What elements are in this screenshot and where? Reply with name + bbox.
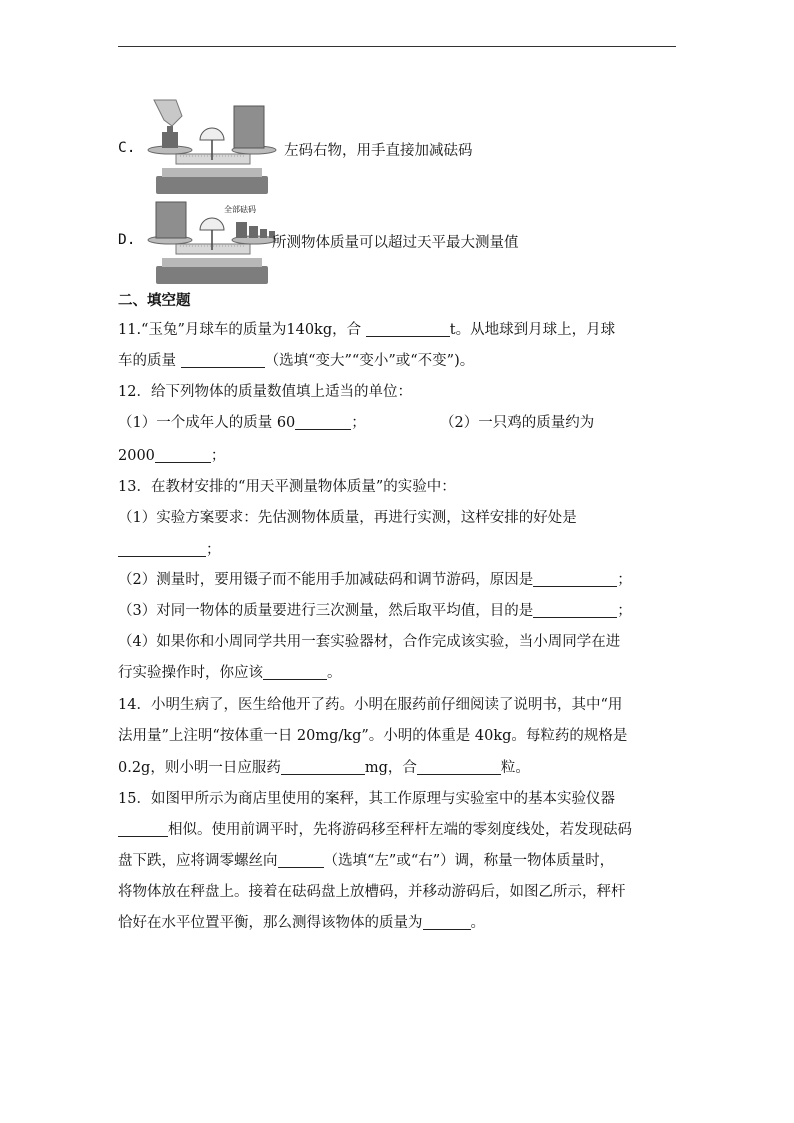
q11-line2: 车的质量 （选填“变大”“变小”或“不变”)。 bbox=[118, 353, 475, 369]
q15-line1: 15．如图甲所示为商店里使用的案秤，其工作原理与实验室中的基本实验仪器 bbox=[118, 791, 615, 807]
q12-line2: 2000 ； bbox=[118, 448, 226, 464]
q12-stem: 12．给下列物体的质量数值填上适当的单位： bbox=[118, 384, 412, 400]
header-rule bbox=[118, 46, 676, 47]
q13-part1-answer: ； bbox=[118, 540, 221, 560]
q13-part4-line2: 行实验操作时，你应该 。 bbox=[118, 665, 342, 681]
q13-stem: 13．在教材安排的“用天平测量物体质量”的实验中： bbox=[118, 479, 456, 495]
section-title: 二、填空题 bbox=[118, 293, 191, 309]
q15-blank3[interactable] bbox=[423, 914, 471, 930]
q14-blank1[interactable] bbox=[281, 759, 365, 775]
q12-line1: （1）一个成年人的质量 60 ； bbox=[118, 415, 366, 431]
q15-line2: 相似。使用前调平时，先将游码移至秤杆左端的零刻度线处，若发现砝码 bbox=[118, 820, 632, 840]
q15-line3: 盘下跌，应将调零螺丝向 （选填“左”或“右”）调，称量一物体质量时， bbox=[118, 853, 615, 869]
q14-blank2[interactable] bbox=[417, 759, 501, 775]
q13-part2: （2）测量时，要用镊子而不能用手加减砝码和调节游码，原因是 ； bbox=[118, 572, 632, 588]
q11-blank1[interactable] bbox=[366, 321, 450, 337]
q12-blank1[interactable] bbox=[295, 414, 351, 430]
balance-image-d bbox=[142, 198, 284, 290]
q11-blank2[interactable] bbox=[181, 352, 265, 368]
q11-line1: 11.“玉兔”月球车的质量为140kg，合 t。从地球到月球上，月球 bbox=[118, 322, 616, 338]
balance-image-c bbox=[142, 98, 284, 202]
q13-part3: （3）对同一物体的质量要进行三次测量，然后取平均值，目的是 ； bbox=[118, 603, 632, 619]
q15-blank2[interactable] bbox=[278, 852, 324, 868]
q12-blank2[interactable] bbox=[155, 447, 211, 463]
weights-caption: 全部砝码 bbox=[224, 205, 256, 214]
q13-blank3[interactable] bbox=[533, 602, 617, 618]
option-c-text: 左码右物，用手直接加减砝码 bbox=[284, 143, 473, 159]
q15-line5: 恰好在水平位置平衡，那么测得该物体的质量为 。 bbox=[118, 915, 485, 931]
q13-blank4[interactable] bbox=[263, 664, 327, 680]
q14-line2: 法用量”上注明“按体重一日 20mg/kg”。小明的体重是 40kg。每粒药的规格是 bbox=[118, 728, 628, 744]
q14-line3: 0.2g，则小明一日应服药 mg，合 粒。 bbox=[118, 760, 530, 776]
q13-blank2[interactable] bbox=[533, 571, 617, 587]
option-d-text: 所测物体质量可以超过天平最大测量值 bbox=[272, 235, 519, 251]
option-c-label: C. bbox=[118, 140, 136, 156]
q15-blank1[interactable] bbox=[118, 821, 168, 837]
q13-part4-line1: （4）如果你和小周同学共用一套实验器材，合作完成该实验，当小周同学在进 bbox=[118, 634, 621, 650]
q14-line1: 14．小明生病了，医生给他开了药。小明在服药前仔细阅读了说明书，其中“用 bbox=[118, 697, 623, 713]
q12-part2: （2）一只鸡的质量约为 bbox=[440, 415, 595, 431]
q13-part1: （1）实验方案要求：先估测物体质量，再进行实测，这样安排的好处是 bbox=[118, 510, 577, 526]
q15-line4: 将物体放在秤盘上。接着在砝码盘上放槽码，并移动游码后，如图乙所示，秤杆 bbox=[118, 884, 626, 900]
option-d-label: D. bbox=[118, 232, 136, 248]
q13-blank1[interactable] bbox=[118, 541, 206, 557]
